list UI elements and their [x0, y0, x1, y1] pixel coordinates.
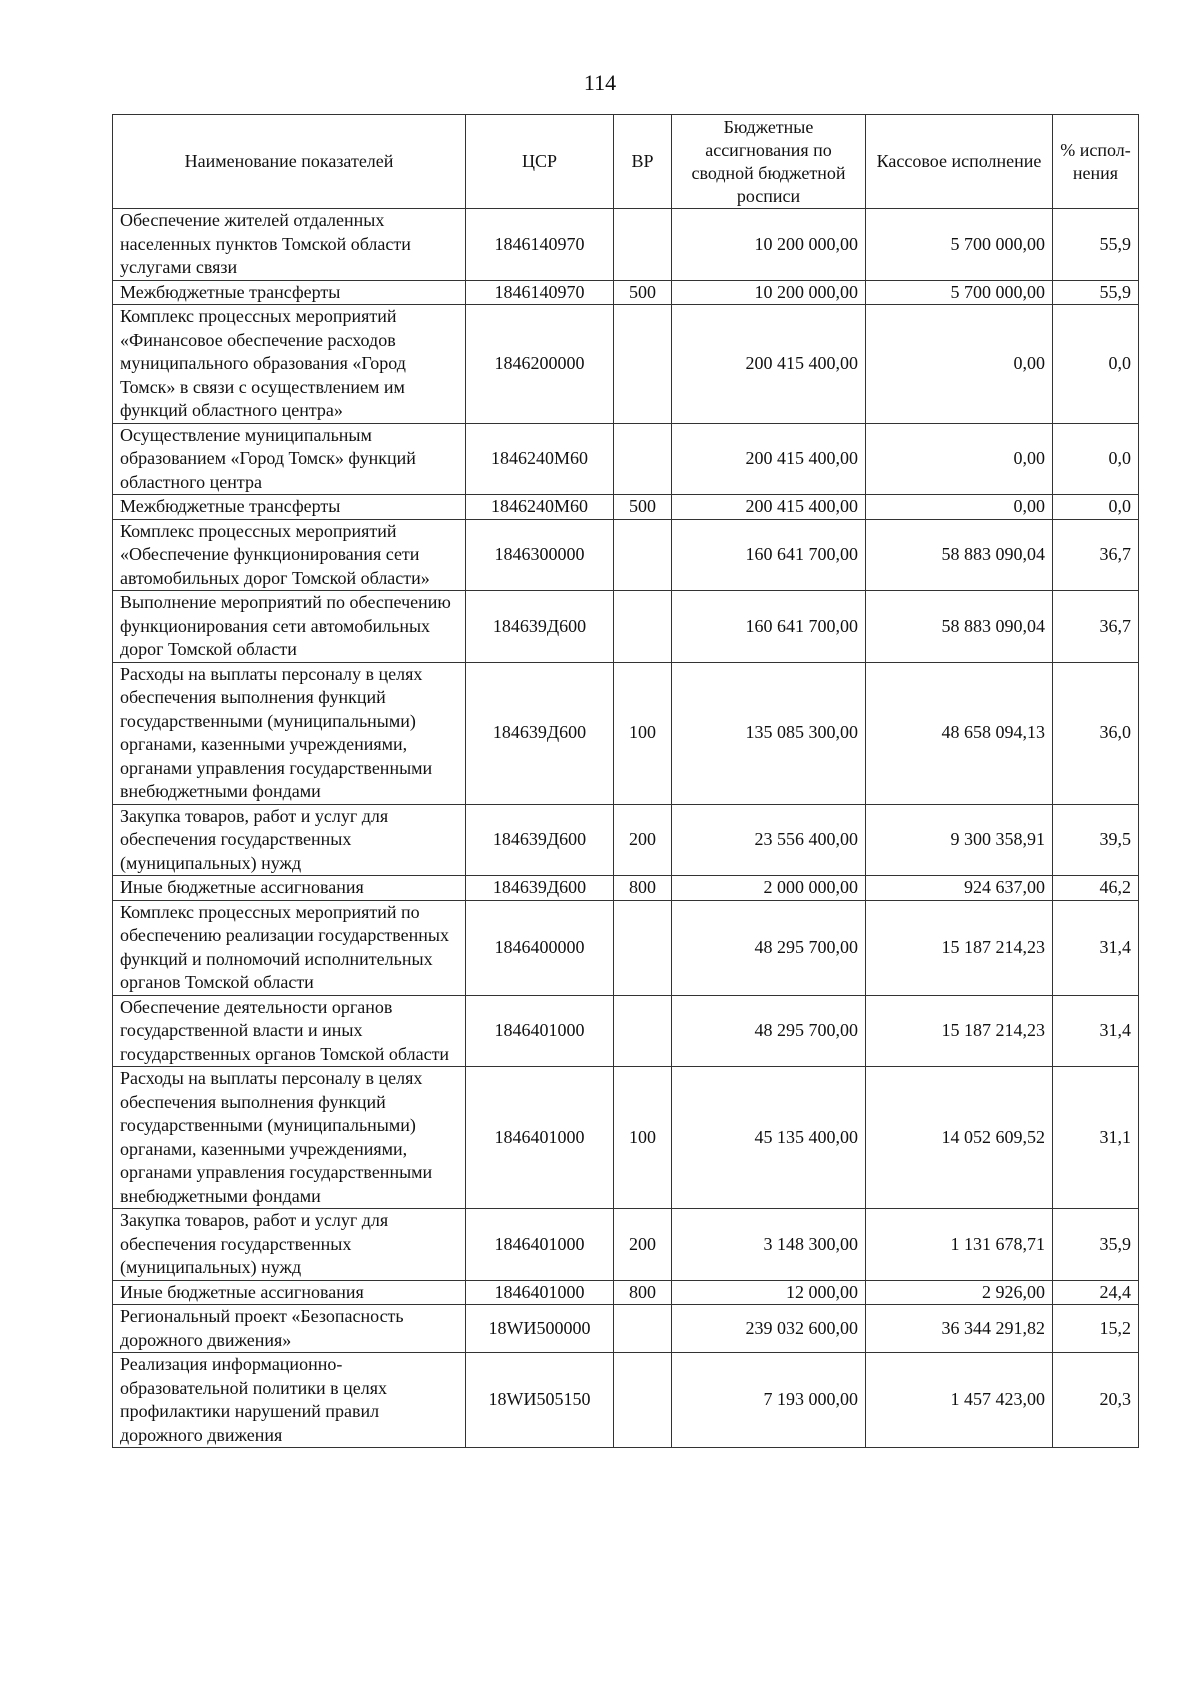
cell-name: Обеспечение жителей отдаленных населенных пунктов Томской области услугами связи: [113, 209, 466, 281]
cell-name: Расходы на выплаты персоналу в целях обеспечения выполнения функций государственными (муниципальными) органами, казенными учреждениями, органами управления государственными внебюджетными фондами: [113, 1067, 466, 1209]
cell-assigned: 45 135 400,00: [672, 1067, 866, 1209]
cell-vr: [614, 995, 672, 1067]
cell-vr: 100: [614, 1067, 672, 1209]
cell-percent: 15,2: [1053, 1305, 1139, 1353]
cell-executed: 1 131 678,71: [866, 1209, 1053, 1281]
cell-executed: 924 637,00: [866, 876, 1053, 901]
cell-name: Межбюджетные трансферты: [113, 495, 466, 520]
cell-percent: 0,0: [1053, 423, 1139, 495]
cell-executed: 2 926,00: [866, 1280, 1053, 1305]
cell-name: Комплекс процессных мероприятий «Финансовое обеспечение расходов муниципального образования «Город Томск» в связи с осуществлением им функций областного центра»: [113, 305, 466, 424]
cell-csr: 1846401000: [466, 1280, 614, 1305]
cell-assigned: 48 295 700,00: [672, 900, 866, 995]
cell-percent: 46,2: [1053, 876, 1139, 901]
cell-csr: 1846401000: [466, 1067, 614, 1209]
cell-percent: 31,1: [1053, 1067, 1139, 1209]
table-row: [113, 804, 1139, 876]
cell-vr: [614, 209, 672, 281]
cell-vr: 800: [614, 1280, 672, 1305]
cell-assigned: 239 032 600,00: [672, 1305, 866, 1353]
cell-executed: 48 658 094,13: [866, 662, 1053, 804]
cell-assigned: 200 415 400,00: [672, 423, 866, 495]
page-number: 114: [583, 70, 617, 95]
cell-percent: 35,9: [1053, 1209, 1139, 1281]
cell-vr: 200: [614, 1209, 672, 1281]
cell-percent: 36,7: [1053, 591, 1139, 663]
cell-csr: 1846300000: [466, 519, 614, 591]
table-row: [113, 995, 1139, 1067]
cell-percent: 36,7: [1053, 519, 1139, 591]
table-row: [113, 1353, 1139, 1448]
cell-csr: 184639Д600: [466, 662, 614, 804]
table-row: [113, 1305, 1139, 1353]
header-vr: ВР: [614, 115, 672, 209]
cell-vr: 500: [614, 495, 672, 520]
cell-assigned: 10 200 000,00: [672, 209, 866, 281]
cell-csr: 1846401000: [466, 995, 614, 1067]
cell-csr: 1846140970: [466, 280, 614, 305]
cell-csr: 1846401000: [466, 1209, 614, 1281]
cell-name: Закупка товаров, работ и услуг для обеспечения государственных (муниципальных) нужд: [113, 804, 466, 876]
cell-executed: 0,00: [866, 423, 1053, 495]
cell-vr: [614, 519, 672, 591]
cell-vr: [614, 1305, 672, 1353]
cell-csr: 1846140970: [466, 209, 614, 281]
table-row: [113, 900, 1139, 995]
cell-executed: 15 187 214,23: [866, 995, 1053, 1067]
cell-vr: [614, 423, 672, 495]
cell-assigned: 135 085 300,00: [672, 662, 866, 804]
table-header-row: [113, 115, 1139, 209]
cell-assigned: 12 000,00: [672, 1280, 866, 1305]
cell-percent: 39,5: [1053, 804, 1139, 876]
cell-executed: 5 700 000,00: [866, 280, 1053, 305]
cell-percent: 36,0: [1053, 662, 1139, 804]
header-csr: ЦСР: [466, 115, 614, 209]
header-name: Наименование показателей: [113, 115, 466, 209]
cell-name: Расходы на выплаты персоналу в целях обеспечения выполнения функций государственными (муниципальными) органами, казенными учреждениями, органами управления государственными внебюджетными фондами: [113, 662, 466, 804]
cell-executed: 5 700 000,00: [866, 209, 1053, 281]
table-row: [113, 876, 1139, 901]
header-percent: % испол-нения: [1053, 115, 1139, 209]
cell-name: Закупка товаров, работ и услуг для обеспечения государственных (муниципальных) нужд: [113, 1209, 466, 1281]
cell-vr: [614, 305, 672, 424]
cell-csr: 184639Д600: [466, 804, 614, 876]
cell-percent: 0,0: [1053, 305, 1139, 424]
cell-csr: 1846400000: [466, 900, 614, 995]
cell-name: Межбюджетные трансферты: [113, 280, 466, 305]
cell-vr: 800: [614, 876, 672, 901]
cell-percent: 55,9: [1053, 209, 1139, 281]
cell-name: Обеспечение деятельности органов государственной власти и иных государственных органов Томской области: [113, 995, 466, 1067]
cell-assigned: 160 641 700,00: [672, 591, 866, 663]
header-assignments: Бюджетные ассигнования по сводной бюджетной росписи: [672, 115, 866, 209]
cell-percent: 0,0: [1053, 495, 1139, 520]
table-row: [113, 1280, 1139, 1305]
cell-vr: [614, 1353, 672, 1448]
table-row: [113, 1209, 1139, 1281]
cell-csr: 1846240М60: [466, 495, 614, 520]
cell-name: Комплекс процессных мероприятий по обеспечению реализации государственных функций и полномочий исполнительных органов Томской области: [113, 900, 466, 995]
table-row: [113, 423, 1139, 495]
cell-name: Осуществление муниципальным образованием «Город Томск» функций областного центра: [113, 423, 466, 495]
cell-executed: 1 457 423,00: [866, 1353, 1053, 1448]
table-row: [113, 662, 1139, 804]
cell-percent: 24,4: [1053, 1280, 1139, 1305]
cell-vr: [614, 591, 672, 663]
cell-executed: 58 883 090,04: [866, 591, 1053, 663]
cell-name: Региональный проект «Безопасность дорожного движения»: [113, 1305, 466, 1353]
cell-assigned: 7 193 000,00: [672, 1353, 866, 1448]
cell-vr: 200: [614, 804, 672, 876]
cell-csr: 184639Д600: [466, 876, 614, 901]
table-row: [113, 495, 1139, 520]
table-row: [113, 591, 1139, 663]
cell-assigned: 160 641 700,00: [672, 519, 866, 591]
cell-vr: [614, 900, 672, 995]
cell-executed: 15 187 214,23: [866, 900, 1053, 995]
cell-assigned: 200 415 400,00: [672, 495, 866, 520]
cell-name: Иные бюджетные ассигнования: [113, 1280, 466, 1305]
cell-executed: 14 052 609,52: [866, 1067, 1053, 1209]
cell-assigned: 10 200 000,00: [672, 280, 866, 305]
cell-executed: 58 883 090,04: [866, 519, 1053, 591]
cell-percent: 55,9: [1053, 280, 1139, 305]
cell-csr: 1846240М60: [466, 423, 614, 495]
budget-table: [112, 114, 1139, 1448]
cell-name: Комплекс процессных мероприятий «Обеспечение функционирования сети автомобильных дорог Томской области»: [113, 519, 466, 591]
cell-csr: 1846200000: [466, 305, 614, 424]
cell-name: Выполнение мероприятий по обеспечению функционирования сети автомобильных дорог Томской области: [113, 591, 466, 663]
cell-assigned: 48 295 700,00: [672, 995, 866, 1067]
cell-executed: 36 344 291,82: [866, 1305, 1053, 1353]
cell-csr: 184639Д600: [466, 591, 614, 663]
cell-assigned: 3 148 300,00: [672, 1209, 866, 1281]
cell-executed: 0,00: [866, 495, 1053, 520]
cell-assigned: 200 415 400,00: [672, 305, 866, 424]
cell-name: Реализация информационно-образовательной политики в целях профилактики нарушений правил дорожного движения: [113, 1353, 466, 1448]
cell-assigned: 2 000 000,00: [672, 876, 866, 901]
cell-executed: 0,00: [866, 305, 1053, 424]
cell-percent: 31,4: [1053, 900, 1139, 995]
cell-executed: 9 300 358,91: [866, 804, 1053, 876]
table-row: [113, 519, 1139, 591]
cell-percent: 20,3: [1053, 1353, 1139, 1448]
cell-percent: 31,4: [1053, 995, 1139, 1067]
cell-name: Иные бюджетные ассигнования: [113, 876, 466, 901]
header-execution: Кассовое исполнение: [866, 115, 1053, 209]
cell-csr: 18WИ500000: [466, 1305, 614, 1353]
cell-csr: 18WИ505150: [466, 1353, 614, 1448]
cell-assigned: 23 556 400,00: [672, 804, 866, 876]
table-row: [113, 305, 1139, 424]
table-row: [113, 280, 1139, 305]
cell-vr: 100: [614, 662, 672, 804]
cell-vr: 500: [614, 280, 672, 305]
table-row: [113, 1067, 1139, 1209]
table-row: [113, 209, 1139, 281]
